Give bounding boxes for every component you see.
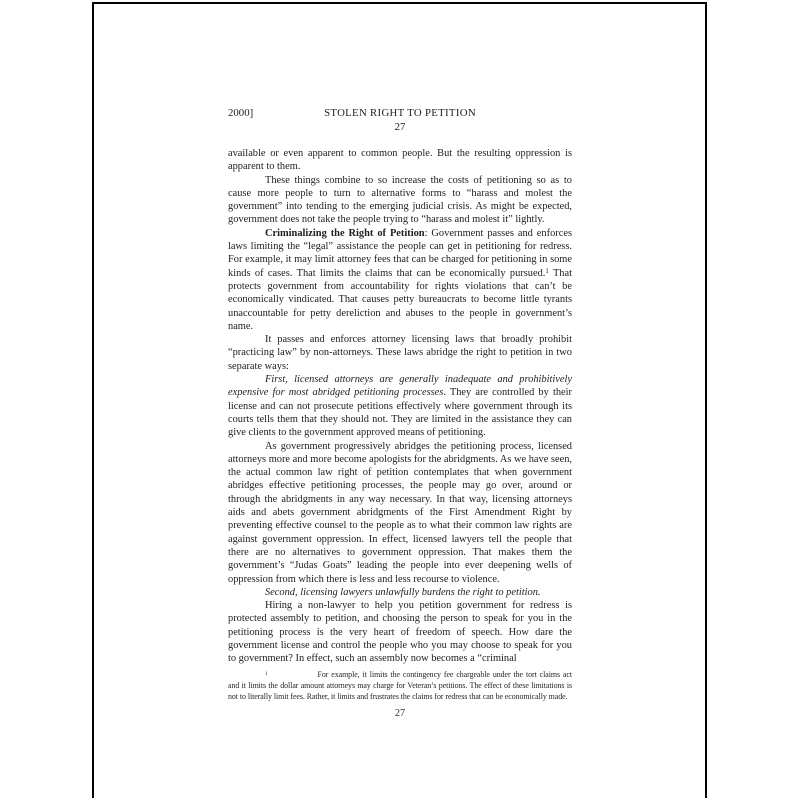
body-paragraph [228,440,572,586]
text-segment: It passes and enforces attorney licensing laws that broadly prohibit “practicing law” by non-attorneys. These laws abridge the right to petition in two separate ways: [228,334,572,372]
text-segment: First, licensed attorneys are generally inadequate and prohibitively expensive for most abridged petitioning processes [228,374,572,399]
text-segment: : Government passes and enforces laws limiting the “legal” assistance the people can get in petitioning for redress. For example, it may limit attorney fees that can be charged for petitioning in some kinds of cases. That limits the claims that can be economically pursued. [228,227,572,279]
text-segment: As government progressively abridges the petitioning process, licensed attorneys more and more become apologists for the abridgments. As we have seen, the actual common law right of petition contemplates that when government abridges effective petitioning processes, the people may go over, around or through the abridgments in any way necessary. In that way, licensing attorneys aids and abets government abridgments of the First Amendment Right by preventing effective counsel to the people as to what their common law rights are against government oppression. In effect, licensed lawyers tell the people that there are no alternatives to government oppression. That makes them the government’s “Judas Goats” leading the people into ever deepening wells of oppression from which there is less and less recourse to violence. [228,440,572,585]
body-paragraph [228,147,572,174]
footnote-text: For example, it limits the contingency fee chargeable under the tort claims act and it limits the dollar amount attorneys may charge for Veteran’s petitions. The effect of these limitations is not to literally limit fees. Rather, it limits and frustrates the claims for redress that can be economically made. [228,669,572,702]
footnote-reference-marker: 1 [545,268,549,276]
text-segment: These things combine to so increase the costs of petitioning so as to cause more people to turn to alternative forms to “harass and molest the government” into tending to the emerging judicial crisis. As might be expected, government does not take the people trying to “harass and molest it” lightly. [228,174,572,226]
body-paragraph [228,586,572,599]
body-paragraph [228,373,572,439]
text-segment: Hiring a non-lawyer to help you petition government for redress is protected assembly to petition, and choosing the person to speak for you in the petitioning process is the very heart of freedom of speech. How dare the government license and control the people who you may choose to speak for you to government? In effect, such an assembly now becomes a “criminal [228,600,572,665]
body-paragraph [228,227,572,333]
page-column [228,107,572,719]
footer-page-number: 27 [394,707,406,719]
text-segment: That protects government from accountability for rights violations that can’t be economically vindicated. That causes petty bureaucrats to become little tyrants unaccountable for petty dereliction and abuses to the people in government’s name. [228,267,573,332]
running-head-title: STOLEN RIGHT TO PETITION [324,107,476,119]
text-segment: Criminalizing the Right of Petition [265,227,425,239]
running-head [228,107,572,147]
body-paragraph [228,599,572,665]
footnote-marker: 1 [265,670,268,677]
footnote [228,669,572,703]
body-paragraphs [228,147,572,666]
body-paragraph [228,174,572,227]
text-segment: . They are controlled by their license and can not prosecute petitions effectively where government through its courts tells them that they should not. They are limited in the assistance they can give clients to the government approved means of petitioning. [228,387,572,439]
running-head-year: 2000] [228,107,254,119]
body-paragraph [228,333,572,373]
text-segment: available or even apparent to common people. But the resulting oppression is apparent to them. [228,148,572,173]
running-head-page-number: 27 [394,121,406,133]
text-segment: Second, licensing lawyers unlawfully burdens the right to petition. [265,586,541,598]
